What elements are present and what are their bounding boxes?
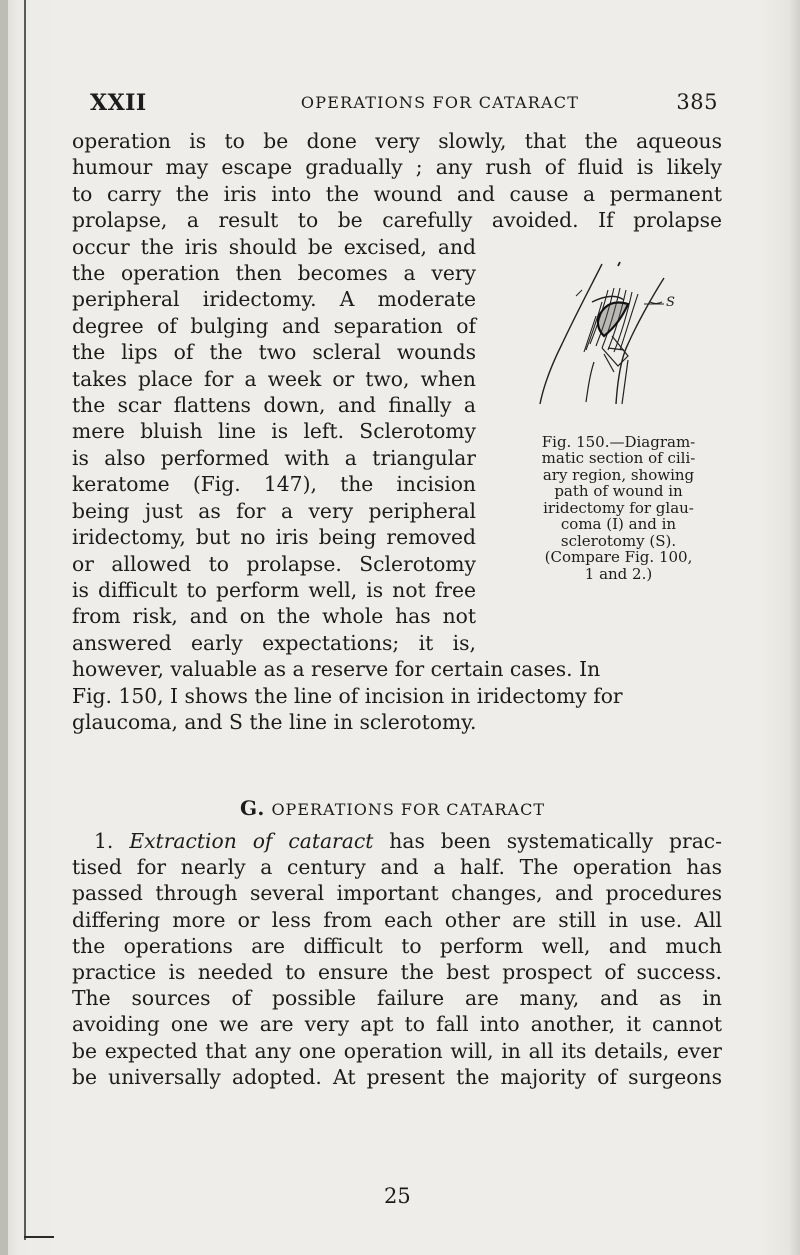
caption-line: 1 and 2.) — [584, 564, 653, 583]
binding-edge — [0, 0, 8, 1255]
text-line: the lips of the two scleral wounds — [72, 340, 476, 365]
text-line — [72, 828, 722, 854]
text-line: occur the iris should be excised, and — [72, 234, 476, 259]
text-line: peripheral iridectomy. A moderate — [72, 287, 476, 312]
text-line: tised for nearly a century and a half. The operation has — [72, 855, 722, 880]
lead-rest: has been systematically prac- — [373, 829, 722, 853]
text-line: answered early expectations; it is, — [72, 630, 476, 655]
text-line: be universally adopted. At present the majority of surgeons — [72, 1064, 722, 1089]
text-line: however, valuable as a reserve for certain cases. In — [72, 657, 601, 682]
chapter-number: XXII — [90, 90, 147, 116]
text-line: or allowed to prolapse. Sclerotomy — [72, 551, 476, 576]
caption-line: coma (I) and in — [560, 515, 677, 534]
text-line: the operations are difficult to perform well, and much — [72, 933, 722, 958]
item-number: 1. — [94, 829, 114, 853]
text-line: practice is needed to ensure the best prospect of success. — [72, 960, 722, 985]
text-line: degree of bulging and separation of — [72, 313, 476, 338]
caption-line: matic section of cili- — [541, 449, 696, 468]
paragraph-sclerotomy — [72, 128, 722, 735]
caption-line: ary region, showing — [542, 465, 695, 484]
text-line: being just as for a very peripheral — [72, 498, 476, 523]
signature-mark: 25 — [384, 1184, 411, 1208]
label-s: S — [666, 294, 675, 310]
margin-rule — [24, 0, 26, 1240]
text-line: is difficult to perform well, is not free — [72, 577, 476, 602]
paragraph-extraction — [72, 828, 722, 1090]
section-letter: G. — [240, 796, 266, 820]
page-edge — [790, 0, 800, 1255]
running-title: OPERATIONS FOR CATARACT — [300, 93, 580, 112]
text-line: iridectomy, but no iris being removed — [72, 525, 476, 550]
text-line: to carry the iris into the wound and cause a permanent — [72, 181, 722, 206]
text-line: Fig. 150, I shows the line of incision in iridectomy for — [72, 683, 623, 708]
text-line: glaucoma, and S the line in sclerotomy. — [72, 709, 477, 734]
page-number: 385 — [676, 90, 718, 114]
text-line: differing more or less from each other are still in use. All — [72, 907, 722, 932]
caption-line: path of wound in — [554, 482, 683, 501]
text-line: humour may escape gradually ; any rush of fluid is likely — [72, 155, 722, 180]
caption-line: Fig. 150.—Diagram- — [541, 432, 696, 451]
text-line: keratome (Fig. 147), the incision — [72, 472, 476, 497]
caption-line: iridectomy for glau- — [543, 498, 694, 517]
section-title: OPERATIONS FOR CATARACT — [271, 800, 546, 819]
caption-line: (Compare Fig. 100, — [544, 548, 693, 567]
text-line: operation is to be done very slowly, that the aqueous — [72, 129, 722, 153]
figure-150 — [484, 234, 722, 722]
text-line: The sources of possible failure are many, and as in — [72, 986, 722, 1011]
section-heading — [240, 796, 545, 820]
caption-line: sclerotomy (S). — [560, 531, 677, 550]
text-line: the operation then becomes a very — [72, 261, 476, 286]
text-line: mere bluish line is left. Sclerotomy — [72, 419, 476, 444]
figure-caption — [516, 434, 721, 583]
margin-rule-foot — [24, 1236, 54, 1238]
text-line: the scar flattens down, and finally a — [72, 393, 476, 418]
ciliary-section-diagram — [532, 244, 682, 419]
italic-lead: Extraction of cataract — [129, 829, 374, 853]
text-line: takes place for a week or two, when — [72, 366, 476, 391]
text-line: avoiding one we are very apt to fall into another, it cannot — [72, 1012, 722, 1037]
running-header — [90, 90, 718, 120]
text-line: prolapse, a result to be carefully avoided. If prolapse — [72, 208, 722, 233]
text-line: is also performed with a triangular — [72, 445, 476, 470]
text-line: passed through several important changes, and procedures — [72, 881, 722, 906]
text-line: be expected that any one operation will, in all its details, ever — [72, 1038, 722, 1063]
text-line: from risk, and on the whole has not — [72, 604, 476, 629]
